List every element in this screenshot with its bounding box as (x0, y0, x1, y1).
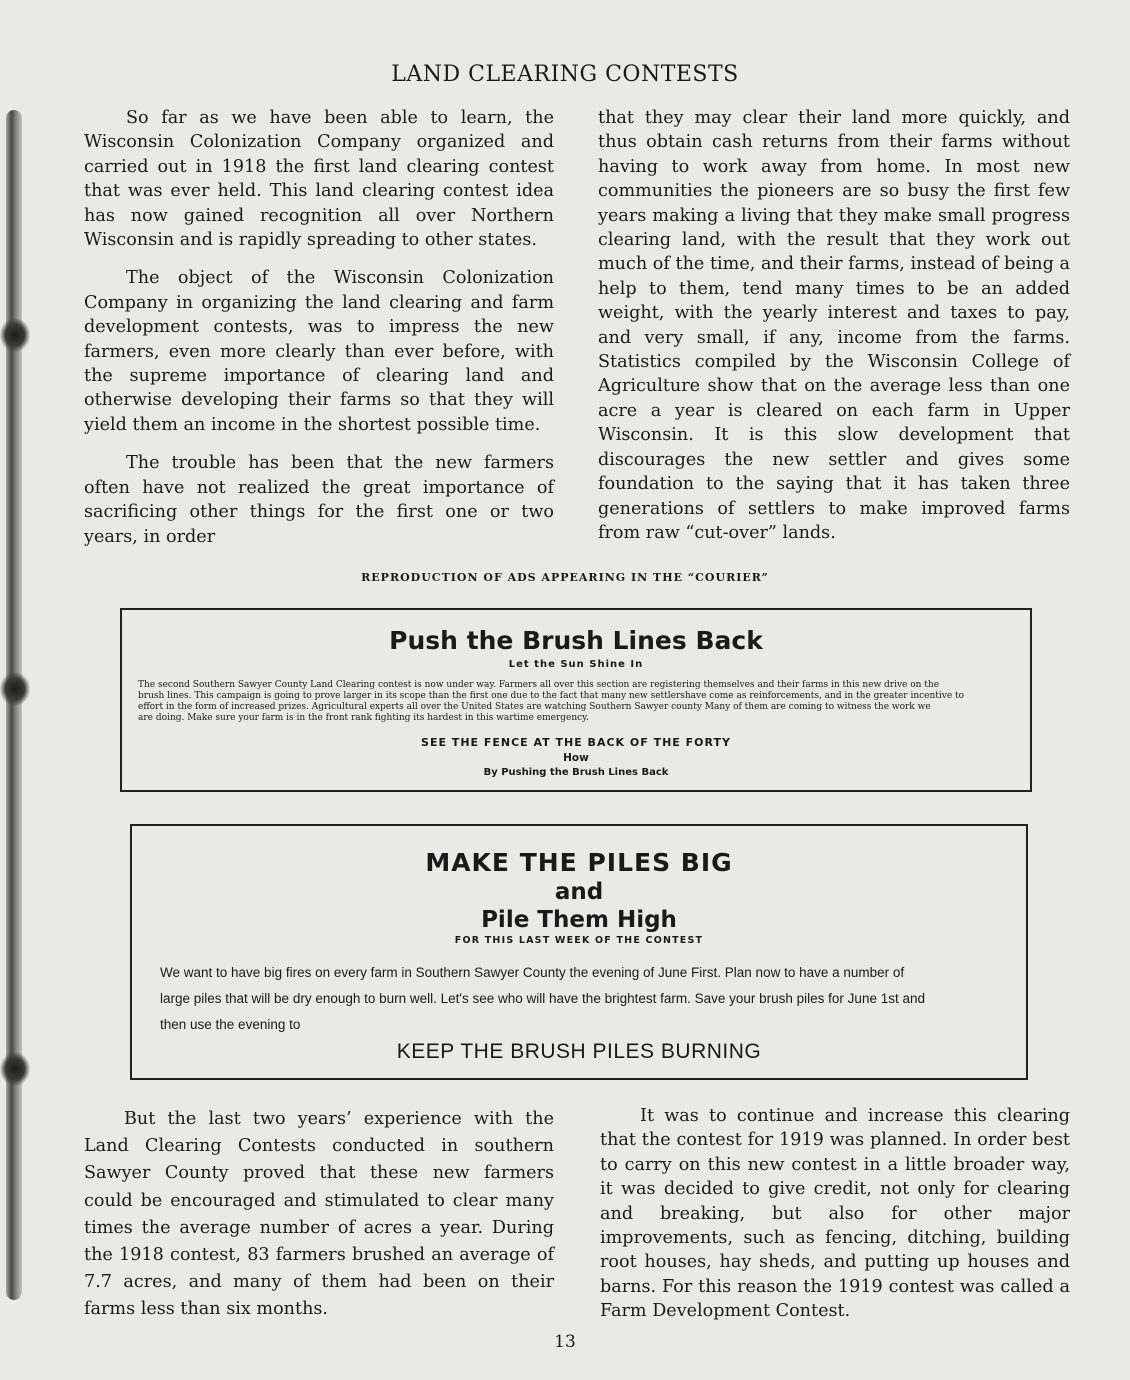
ad-subhead: Pile Them High (481, 907, 677, 933)
paragraph: that they may clear their land more quickly, and thus obtain cash returns from their farms without having to work away from home. In most new communities the pioneers are so busy the first few years making a living that they make small progress clearing land, with the result that they work out much of the time, and their farms, instead of being a help to them, tend many times to be an added weight, with the yearly interest and taxes to pay, and very small, if any, income from the farms. Statistics compiled by the Wisconsin College of Agriculture show that on the average less than one acre a year is cleared on each farm in Upper Wisconsin. It is this slow development that discourages the new settler and gives some foundation to the saying that it has taken three generations of settlers to make improved farms from raw “cut-over” lands. (598, 108, 1070, 543)
advertisement-push-brush (120, 608, 1032, 792)
ad-body (138, 680, 1014, 724)
binding-stitch (0, 318, 30, 352)
top-left-column (84, 106, 554, 563)
page-title: LAND CLEARING CONTESTS (391, 62, 739, 87)
ad-body-line: The second Southern Sawyer County Land Clearing contest is now under way. Farmers all over this section are registering themselves and their farms in this new drive on the (138, 680, 940, 690)
page-number: 13 (554, 1332, 576, 1352)
ad-body-line: then use the evening to (160, 1017, 301, 1032)
binding-stitch (0, 672, 30, 706)
top-right-column (598, 106, 1070, 559)
ad-headline: Push the Brush Lines Back (389, 626, 763, 655)
binding-stitch (0, 1052, 30, 1086)
paragraph: The object of the Wisconsin Colonization Company in organizing the land clearing and farm development contests, was to impress the new farmers, even more clearly than ever before, with the supreme importance of clearing land and otherwise developing their farms so that they will yield them an income in the shortest possible time. (84, 268, 554, 435)
paragraph: The trouble has been that the new farmers often have not realized the great importance of sacrificing other things for the first one or two years, in order (84, 453, 554, 547)
ad-footer: KEEP THE BRUSH PILES BURNING (396, 1040, 762, 1063)
paragraph: But the last two years’ experience with the Land Clearing Contests conducted in southern Sawyer County proved that these new farmers could be encouraged and stimulated to clear many times the average number of acres a year. During the 1918 contest, 83 farmers brushed an average of 7.7 acres, and many of them had been on their farms less than six months. (84, 1109, 554, 1320)
ad-body-line: large piles that will be dry enough to burn well. Let's see who will have the brightest farm. Save your brush piles for June 1st and (160, 991, 925, 1006)
ad-slogan: By Pushing the Brush Lines Back (483, 767, 669, 778)
ad-slogan: SEE THE FENCE AT THE BACK OF THE FORTY (421, 736, 731, 749)
paragraph: So far as we have been able to learn, the Wisconsin Colonization Company organized and carried out in 1918 the first land clearing contest that was ever held. This land clearing contest idea has now gained recognition all over Northern Wisconsin and is rapidly spreading to other states. (84, 108, 554, 251)
advertisement-piles-big (130, 824, 1028, 1080)
bottom-left-column (84, 1106, 554, 1338)
ad-body-line: brush lines. This campaign is going to prove larger in its scope than the first one due to the fact that many new settlershave come as reinforcements, and in the greater incentive to (138, 691, 965, 701)
ad-body-line: are doing. Make sure your farm is in the front rank fighting its hardest in this wartime emergency. (138, 713, 589, 723)
ad-body-line: We want to have big fires on every farm in Southern Sawyer County the evening of June First. Plan now to have a number of (160, 965, 905, 980)
ads-caption: REPRODUCTION OF ADS APPEARING IN THE “COURIER” (361, 571, 769, 584)
ad-slogan: How (563, 752, 589, 764)
paragraph: It was to continue and increase this clearing that the contest for 1919 was planned. In order best to carry on this new contest in a little broader way, it was decided to give credit, not only for clearing and breaking, but also for other major improvements, such as fencing, ditching, building root houses, hay sheds, and putting up houses and barns. For this reason the 1919 contest was called a Farm Development Contest. (600, 1106, 1070, 1322)
ad-connector: and (554, 879, 604, 905)
ad-tagline: FOR THIS LAST WEEK OF THE CONTEST (454, 935, 704, 946)
ad-body (160, 960, 1000, 1038)
ad-subhead: Let the Sun Shine In (508, 659, 644, 670)
ad-body-line: effort in the form of increased prizes. Agricultural experts all over the United States are watching Southern Sawyer county Many of them are coming to witness the work we (138, 702, 931, 712)
bottom-right-column (600, 1104, 1070, 1338)
ad-headline: MAKE THE PILES BIG (425, 848, 733, 877)
